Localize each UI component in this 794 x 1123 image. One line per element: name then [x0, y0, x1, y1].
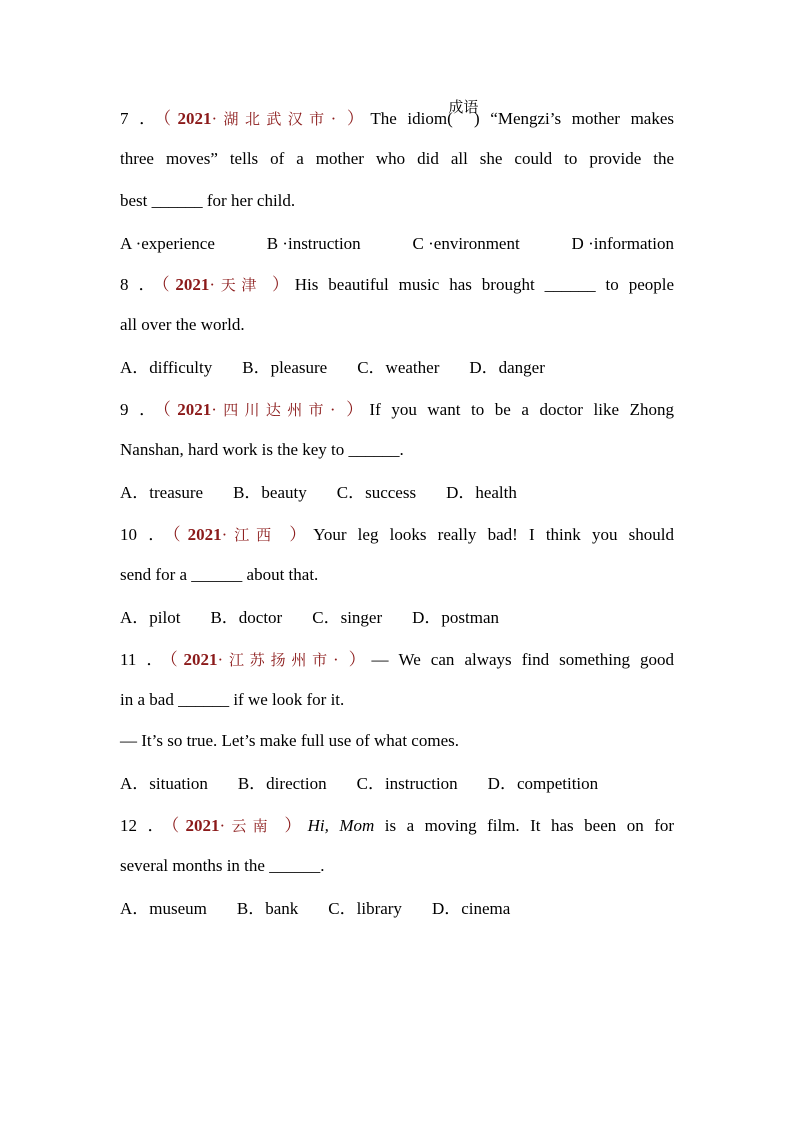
question-11-line-3: — It’s so true. Let’s make full use of what comes.: [120, 731, 459, 750]
option-a[interactable]: A ·experience: [120, 234, 215, 253]
question-text: Your leg looks really bad! I think you should: [313, 525, 674, 544]
question-source: （2021·江西 ）: [172, 525, 314, 544]
question-11-options: [120, 773, 654, 795]
question-11-line-1: 11 ．（2021·江苏扬州市· ）— We can always find something good: [120, 650, 674, 669]
question-12-line-1: 12 ．（2021·云南 ）Hi, Mom is a moving film. It has been on for: [120, 816, 675, 835]
option-b[interactable]: B．direction: [237, 774, 327, 793]
option-a[interactable]: A．difficulty: [120, 358, 213, 377]
option-b[interactable]: B．doctor: [210, 608, 283, 627]
question-source: （2021·四川达州市· ）: [162, 400, 370, 419]
question-10-line-1: 10 ．（2021·江西 ）Your leg looks really bad! I think you should: [120, 525, 674, 544]
question-text: is a moving film. It has been on for: [374, 816, 675, 835]
option-c[interactable]: C．library: [328, 899, 402, 918]
option-c[interactable]: C ·environment: [412, 234, 520, 253]
option-d[interactable]: D．danger: [469, 358, 545, 377]
question-source: （2021·江苏扬州市· ）: [169, 650, 372, 669]
question-10-options: [120, 607, 540, 629]
option-a[interactable]: A．pilot: [120, 608, 181, 627]
question-number: 8: [120, 275, 129, 294]
question-number: 9: [120, 400, 129, 419]
question-7-line-2: three moves” tells of a mother who did all she could to provide the: [120, 149, 674, 168]
question-11-line-2: in a bad ______ if we look for it.: [120, 690, 345, 709]
question-number: 7: [120, 109, 129, 128]
question-text: If you want to be a doctor like Zhong: [369, 400, 674, 419]
question-12-line-2: several months in the ______.: [120, 856, 325, 875]
question-9-line-2: Nanshan, hard work is the key to ______.: [120, 440, 404, 459]
question-text: — We can always find something good: [371, 650, 674, 669]
question-7-options: [120, 233, 674, 255]
question-12-options: [120, 898, 552, 920]
question-7-line-1: 7 ．（2021·湖北武汉市· ）The idiom( 成语 ) “Mengzi’s mother makes: [120, 98, 675, 128]
option-a[interactable]: A．situation: [120, 774, 208, 793]
question-text-cont: ) “Mengzi’s mother makes: [473, 109, 675, 128]
question-9-options: [120, 482, 560, 504]
question-source: （2021·湖北武汉市· ）: [162, 109, 371, 128]
question-source: （2021·天津 ）: [161, 275, 295, 294]
question-number: 10: [120, 525, 137, 544]
film-title: Hi, Mom: [307, 816, 375, 835]
option-b[interactable]: B．bank: [236, 899, 299, 918]
option-c[interactable]: C．success: [336, 483, 417, 502]
question-text: His beautiful music has brought ______ to people: [294, 275, 675, 294]
option-a[interactable]: A．museum: [120, 899, 207, 918]
question-9-line-1: 9 ．（2021·四川达州市· ）If you want to be a doctor like Zhong: [120, 400, 674, 419]
option-c[interactable]: C．instruction: [356, 774, 458, 793]
question-10-line-2: send for a ______ about that.: [120, 565, 319, 584]
option-c[interactable]: C．singer: [312, 608, 383, 627]
option-d[interactable]: D．postman: [412, 608, 500, 627]
option-c[interactable]: C．weather: [357, 358, 440, 377]
ruby-annotation: 成语: [448, 98, 479, 116]
option-b[interactable]: B ·instruction: [266, 234, 361, 253]
question-8-line-2: all over the world.: [120, 315, 245, 334]
question-text: The idiom(: [370, 109, 453, 128]
question-number: 12: [120, 816, 137, 835]
question-8-options: [120, 357, 592, 379]
option-d[interactable]: D．cinema: [431, 899, 511, 918]
option-d[interactable]: D．health: [446, 483, 517, 502]
option-d[interactable]: D ·information: [571, 234, 674, 253]
option-b[interactable]: B．beauty: [233, 483, 307, 502]
question-8-line-1: 8 ．（2021·天津 ）His beautiful music has brought ______ to people: [120, 275, 675, 294]
option-a[interactable]: A．treasure: [120, 483, 204, 502]
option-b[interactable]: B．pleasure: [242, 358, 328, 377]
option-d[interactable]: D．competition: [487, 774, 599, 793]
question-7-line-3: best ______ for her child.: [120, 191, 296, 210]
question-number: 11: [120, 650, 137, 669]
question-source: （2021·云南 ）: [170, 816, 308, 835]
